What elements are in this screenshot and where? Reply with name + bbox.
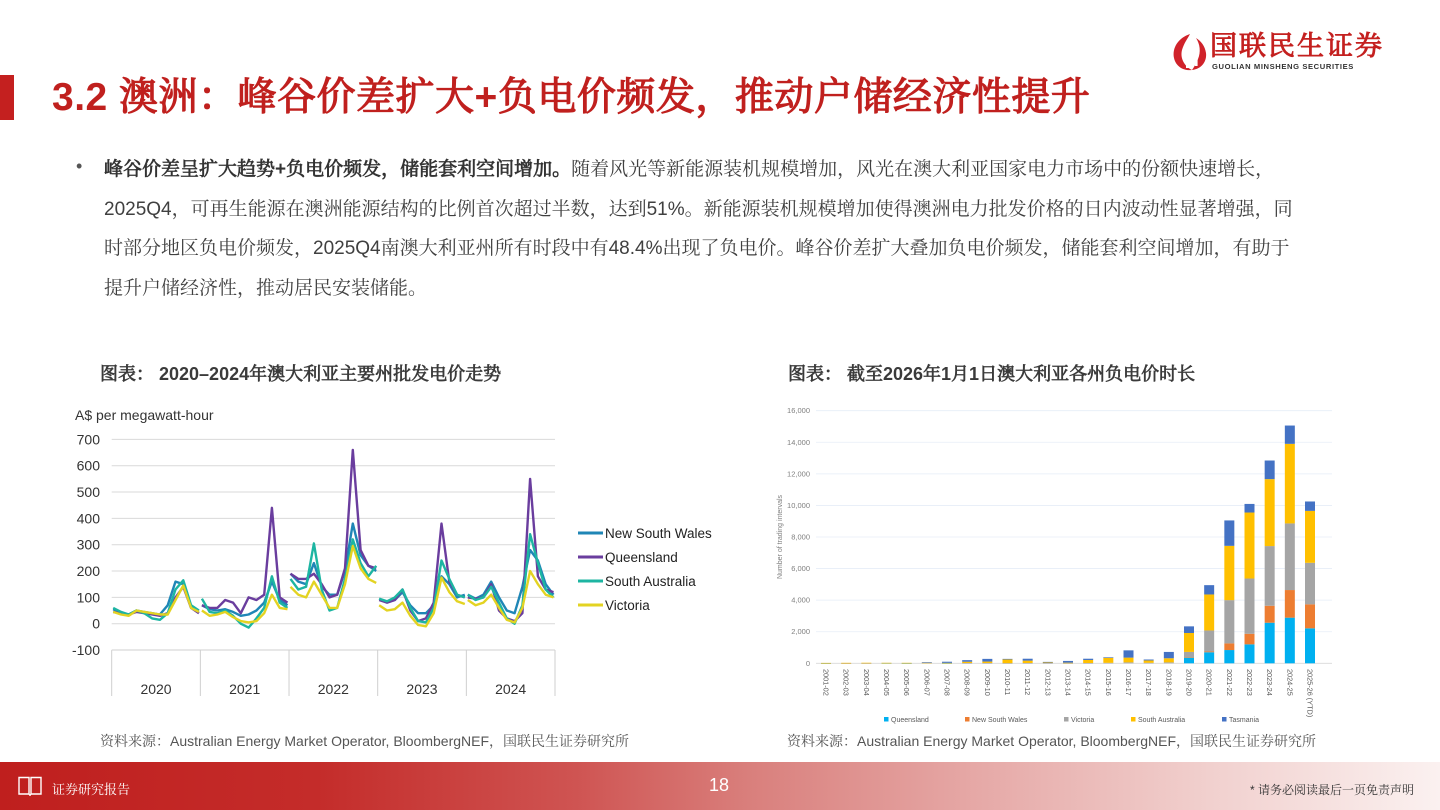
bar-segment xyxy=(942,662,952,663)
bar-segment xyxy=(1083,663,1093,664)
y-tick-label: 600 xyxy=(76,457,100,474)
x-tick-label: 2007-08 xyxy=(942,669,952,696)
bar-segment xyxy=(1265,461,1275,480)
body-line-text: 随着风光等新能源装机规模增加，风光在澳大利亚国家电力市场中的份额快速增长， xyxy=(571,159,1275,180)
page-title: 3.2 澳洲：峰谷价差扩大+负电价频发，推动户储经济性提升 xyxy=(52,76,1091,119)
y-tick-label: 0 xyxy=(92,615,100,632)
bar-segment xyxy=(922,662,932,663)
legend-label: New South Wales xyxy=(605,526,712,541)
legend-swatch xyxy=(965,717,970,722)
x-tick-label: 2002-03 xyxy=(841,669,851,696)
x-tick-label: 2008-09 xyxy=(962,669,972,696)
series-line xyxy=(291,524,377,595)
bar-segment xyxy=(1103,663,1113,664)
y-tick-label: 0 xyxy=(805,658,810,668)
bar-segment xyxy=(1003,659,1013,660)
x-tick-label: 2003-04 xyxy=(861,669,871,696)
bar-segment xyxy=(942,663,952,664)
bar-segment xyxy=(982,663,992,664)
bar-segment xyxy=(1265,546,1275,606)
bar-segment xyxy=(1245,513,1255,579)
bar-segment xyxy=(1224,600,1234,643)
x-tick-label: 2006-07 xyxy=(922,669,932,696)
bar-segment xyxy=(1204,651,1214,652)
series-line xyxy=(202,576,288,627)
bar-segment xyxy=(1305,511,1315,563)
x-tick-label: 2020-21 xyxy=(1204,669,1214,696)
body-line-4: 提升户储经济性，推动居民安装储能。 xyxy=(104,277,428,299)
bar-segment xyxy=(902,663,912,664)
bar-segment xyxy=(1083,660,1093,663)
bar-segment xyxy=(1144,663,1154,664)
x-tick-label: 2021-22 xyxy=(1224,669,1234,696)
y-tick-label: 200 xyxy=(76,563,100,580)
bar-segment xyxy=(982,659,992,662)
legend-label: South Australia xyxy=(1138,717,1186,724)
series-line xyxy=(468,479,554,621)
body-lead: 峰谷价差呈扩大趋势+负电价频发，储能套利空间增加。 xyxy=(104,159,572,180)
x-tick-label: 2016-17 xyxy=(1124,669,1133,696)
body-line-2: 2025Q4，可再生能源在澳洲能源结构的比例首次超过半数，达到51%。新能源装机规模增加使得澳洲电力批发价格的日内波动性显著增强，同 xyxy=(104,198,1293,220)
bar-segment xyxy=(1124,662,1134,663)
bar-segment xyxy=(1164,652,1174,658)
bar-segment xyxy=(1144,660,1154,661)
x-tick-label: 2010-11 xyxy=(1003,669,1012,696)
y-tick-label: -100 xyxy=(71,642,100,659)
x-tick-label: 2019-20 xyxy=(1184,669,1194,696)
title-accent-bar xyxy=(0,75,14,120)
legend-label: Queensland xyxy=(891,717,929,724)
x-tick-label: 2012-13 xyxy=(1043,669,1053,696)
x-tick-label: 2013-14 xyxy=(1063,669,1073,696)
disclaimer-note: * 请务必阅读最后一页免责声明 xyxy=(1250,783,1415,797)
bar-segment xyxy=(1265,623,1275,664)
legend-label: South Australia xyxy=(605,574,696,589)
bar-segment xyxy=(1245,634,1255,645)
bar-segment xyxy=(1103,657,1113,658)
legend-swatch xyxy=(1222,717,1227,722)
x-tick-label: 2011-12 xyxy=(1023,669,1033,696)
figure-title-negative-price: 图表： 截至2026年1月1日澳大利亚各州负电价时长 xyxy=(788,364,1196,384)
x-tick-label: 2021 xyxy=(229,681,261,697)
figure-source-right: 资料来源：Australian Energy Market Operator, BloombergNEF，国联民生证券研究所 xyxy=(787,733,1317,749)
y-tick-label: 300 xyxy=(76,536,100,553)
bar-segment xyxy=(1204,630,1214,651)
y-tick-label: 14,000 xyxy=(787,437,810,447)
y-tick-label: 500 xyxy=(76,484,100,501)
bar-segment xyxy=(982,662,992,663)
y-tick-label: 6,000 xyxy=(791,564,810,574)
bar-segment xyxy=(1184,633,1194,652)
bar-segment xyxy=(1003,659,1013,663)
bar-segment xyxy=(1103,658,1113,663)
bar-segment xyxy=(1224,520,1234,545)
bar-segment xyxy=(1245,504,1255,513)
bar-segment xyxy=(1003,663,1013,664)
x-tick-label: 2024 xyxy=(495,681,527,697)
bar-segment xyxy=(1083,659,1093,660)
bar-segment xyxy=(1164,658,1174,662)
y-tick-label: 10,000 xyxy=(787,500,810,510)
body-paragraph xyxy=(104,153,1293,311)
series-line xyxy=(291,539,377,610)
x-tick-label: 2020 xyxy=(140,681,172,697)
bar-segment xyxy=(1184,657,1194,658)
bar-segment xyxy=(1224,643,1234,650)
bar-segment xyxy=(1023,659,1033,661)
bar-segment xyxy=(821,663,831,664)
bar-segment xyxy=(962,660,972,662)
bar-segment xyxy=(962,662,972,663)
bar-segment xyxy=(1184,626,1194,633)
series-line xyxy=(113,586,199,616)
bar-segment xyxy=(1285,426,1295,444)
y-tick-label: 8,000 xyxy=(791,532,810,542)
x-tick-label: 2022-23 xyxy=(1245,669,1254,696)
series-line xyxy=(291,450,377,598)
bar-segment xyxy=(1265,479,1275,546)
bar-segment xyxy=(1164,662,1174,663)
legend-swatch xyxy=(1131,717,1136,722)
bar-segment xyxy=(1245,644,1255,663)
bar-segment xyxy=(1224,546,1234,600)
x-tick-label: 2009-10 xyxy=(982,669,992,696)
bar-segment xyxy=(1124,650,1134,657)
x-tick-label: 2024-25 xyxy=(1285,669,1295,696)
bar-segment xyxy=(1305,628,1315,663)
line-chart-wholesale-price xyxy=(60,400,720,700)
legend-label: Victoria xyxy=(1071,717,1095,724)
bar-segment xyxy=(841,663,851,664)
bar-segment xyxy=(1184,652,1194,657)
logo-text-en: GUOLIAN MINSHENG SECURITIES xyxy=(1212,62,1354,71)
figure-title-price-trend: 图表： 2020–2024年澳大利亚主要州批发电价走势 xyxy=(100,364,502,384)
bar-segment xyxy=(1285,618,1295,664)
body-line-1 xyxy=(104,153,1293,193)
x-tick-label: 2015-16 xyxy=(1103,669,1113,696)
y-tick-label: 4,000 xyxy=(791,595,810,605)
x-tick-label: 2014-15 xyxy=(1083,669,1093,696)
footer-report-label: 证券研究报告 xyxy=(52,782,131,797)
bar-segment xyxy=(1285,590,1295,618)
x-tick-label: 2023 xyxy=(406,681,438,697)
bar-segment xyxy=(1124,658,1134,663)
legend-label: Queensland xyxy=(605,550,678,565)
legend-label: New South Wales xyxy=(972,717,1028,724)
x-tick-label: 2022 xyxy=(317,681,349,697)
bar-segment xyxy=(1305,501,1315,510)
y-tick-label: 16,000 xyxy=(787,406,810,416)
bar-segment xyxy=(1023,661,1033,663)
x-tick-label: 2001-02 xyxy=(821,669,831,696)
bar-segment xyxy=(1144,660,1154,662)
bar-segment xyxy=(1043,662,1053,663)
book-icon xyxy=(18,776,42,796)
y-axis-title: Number of trading intervals xyxy=(777,494,784,580)
x-tick-label: 2023-24 xyxy=(1265,669,1275,696)
bar-segment xyxy=(1043,663,1053,664)
series-line xyxy=(379,524,465,622)
footer-bar xyxy=(0,762,1440,810)
page-number: 18 xyxy=(709,775,730,795)
brand-logo xyxy=(1170,30,1395,74)
bullet-marker: • xyxy=(76,156,83,176)
x-tick-label: 2004-05 xyxy=(882,669,891,696)
bar-segment xyxy=(1265,606,1275,623)
bar-segment xyxy=(882,663,892,664)
y-tick-label: 700 xyxy=(76,431,100,448)
bar-segment xyxy=(861,663,871,664)
bar-segment xyxy=(1184,658,1194,664)
bar-segment xyxy=(1063,663,1073,664)
bar-segment xyxy=(1285,444,1295,524)
legend-swatch xyxy=(1064,717,1069,722)
legend-label: Tasmania xyxy=(1229,717,1259,724)
y-tick-label: 2,000 xyxy=(791,627,810,637)
y-tick-label: 400 xyxy=(76,510,100,527)
bar-segment xyxy=(1204,594,1214,630)
x-tick-label: 2018-19 xyxy=(1164,669,1174,696)
figure-source-left: 资料来源：Australian Energy Market Operator, BloombergNEF，国联民生证券研究所 xyxy=(100,733,630,749)
bar-segment xyxy=(1063,661,1073,663)
y-tick-label: 12,000 xyxy=(787,469,810,479)
legend-label: Victoria xyxy=(605,598,650,613)
legend-swatch xyxy=(884,717,889,722)
logo-text-cn: 国联民生证券 xyxy=(1210,31,1384,61)
y-tick-label: 100 xyxy=(76,589,100,606)
x-tick-label: 2025-26 (YTD) xyxy=(1305,669,1315,718)
bar-segment xyxy=(1204,652,1214,663)
bar-segment xyxy=(1245,579,1255,634)
logo-flame-icon xyxy=(1172,32,1208,72)
bar-segment xyxy=(1023,663,1033,664)
bar-segment xyxy=(1285,523,1295,590)
bar-chart-negative-price-intervals xyxy=(775,400,1350,732)
bar-segment xyxy=(1305,604,1315,628)
x-tick-label: 2017-18 xyxy=(1144,669,1154,696)
bar-segment xyxy=(1204,585,1214,594)
bar-segment xyxy=(1305,563,1315,605)
bar-segment xyxy=(962,663,972,664)
x-tick-label: 2005-06 xyxy=(902,669,912,696)
body-line-3: 时部分地区负电价频发，2025Q4南澳大利亚州所有时段中有48.4%出现了负电价。峰谷价差扩大叠加负电价频发，储能套利空间增加，有助于 xyxy=(104,238,1290,259)
bar-segment xyxy=(1224,650,1234,663)
y-axis-title: A$ per megawatt-hour xyxy=(75,407,214,423)
